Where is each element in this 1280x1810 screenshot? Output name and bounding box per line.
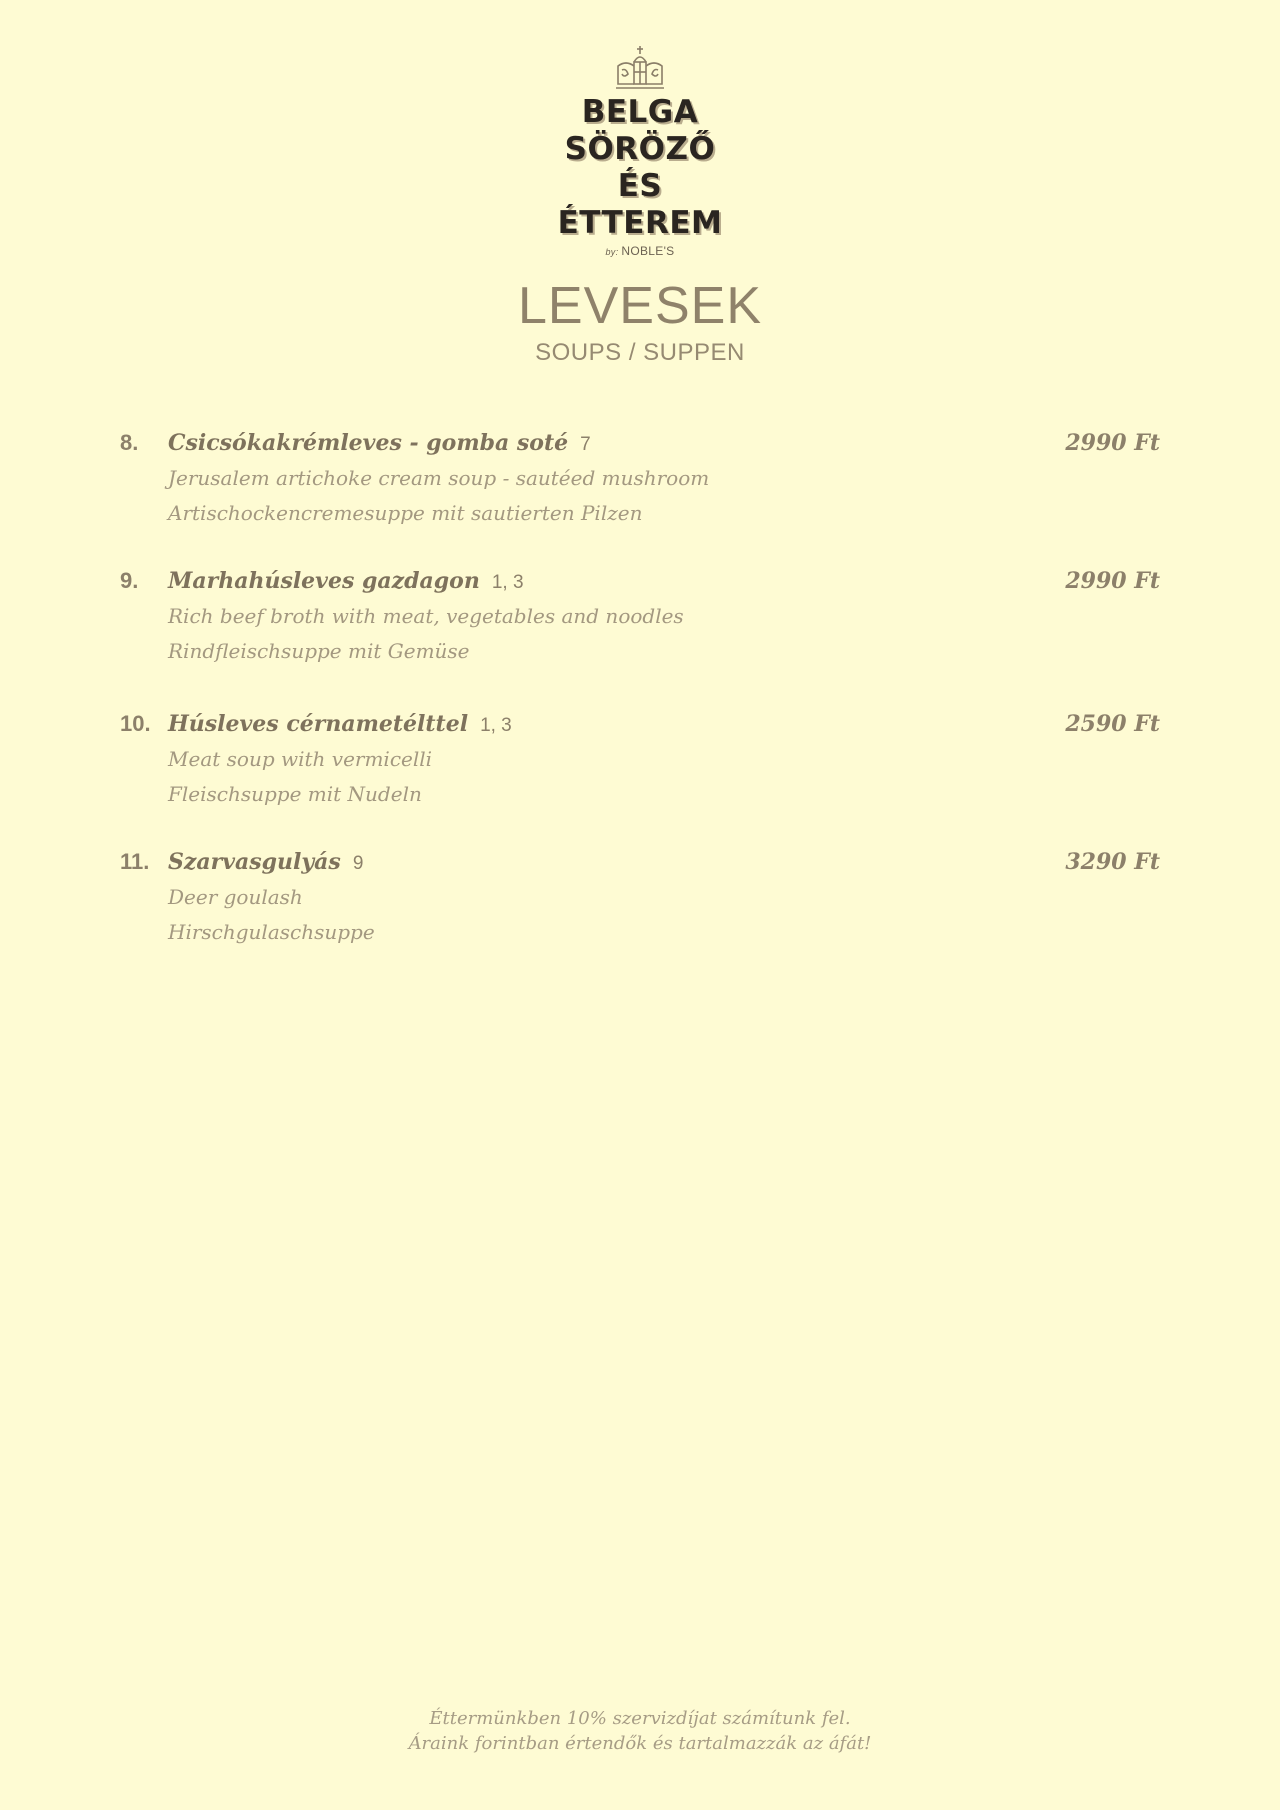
item-price: 3290 Ft (1065, 849, 1160, 875)
item-name-text: Csicsókakrémleves - gomba soté (168, 430, 569, 456)
item-name (168, 706, 512, 744)
item-number: 8. (120, 430, 139, 455)
brand-by-prefix: by: (605, 247, 619, 257)
item-name-text: Húsleves cérnametélttel (168, 711, 469, 737)
item-name (168, 563, 524, 601)
brand-byline (540, 244, 740, 258)
item-description-en: Meat soup with vermicelli (168, 747, 433, 771)
section-title: LEVESEK (517, 277, 763, 335)
brand-name-line-3: ÉTTEREM (557, 205, 723, 241)
item-price: 2590 Ft (1065, 711, 1160, 737)
item-number: 10. (120, 711, 151, 736)
footer-vat-note: Áraink forintban értendők és tartalmazzák az áfát! (408, 1733, 872, 1754)
item-description-de: Hirschgulaschsuppe (168, 920, 375, 944)
item-allergens: 1, 3 (480, 715, 512, 736)
footer-service-charge: Éttermünkben 10% szervizdíjat számítunk fel. (429, 1708, 851, 1729)
item-number: 11. (120, 849, 150, 874)
footer-note (0, 1706, 1280, 1756)
menu-item (120, 563, 1160, 673)
menu-item (120, 706, 1160, 816)
restaurant-logo (540, 44, 740, 258)
item-allergens: 1, 3 (491, 572, 524, 593)
item-price: 2990 Ft (1065, 568, 1160, 594)
brand-name-line-1: BELGA (581, 94, 699, 130)
item-allergens: 9 (352, 853, 364, 874)
section-subtitle: SOUPS / SUPPEN (535, 339, 745, 366)
item-name (168, 844, 363, 882)
item-description-en: Deer goulash (168, 885, 303, 909)
brand-by-name: NOBLE'S (621, 244, 675, 258)
menu-item (120, 844, 1160, 954)
item-number: 9. (120, 568, 139, 593)
item-description-de: Fleischsuppe mit Nudeln (168, 782, 422, 806)
crown-building-icon (612, 44, 668, 94)
item-name (168, 425, 591, 463)
item-name-text: Szarvasgulyás (168, 849, 341, 875)
item-description-de: Artischockencremesuppe mit sautierten Pilzen (168, 501, 643, 525)
item-price: 2990 Ft (1065, 430, 1160, 456)
item-description-de: Rindfleischsuppe mit Gemüse (168, 639, 470, 663)
menu-item (120, 425, 1160, 535)
item-allergens: 7 (580, 434, 591, 455)
item-description-en: Jerusalem artichoke cream soup - sautéed mushroom (168, 466, 710, 490)
item-description-en: Rich beef broth with meat, vegetables and noodles (168, 604, 684, 628)
brand-name-line-2: SÖRÖZŐ ÉS (564, 131, 716, 204)
item-name-text: Marhahúsleves gazdagon (168, 568, 480, 594)
